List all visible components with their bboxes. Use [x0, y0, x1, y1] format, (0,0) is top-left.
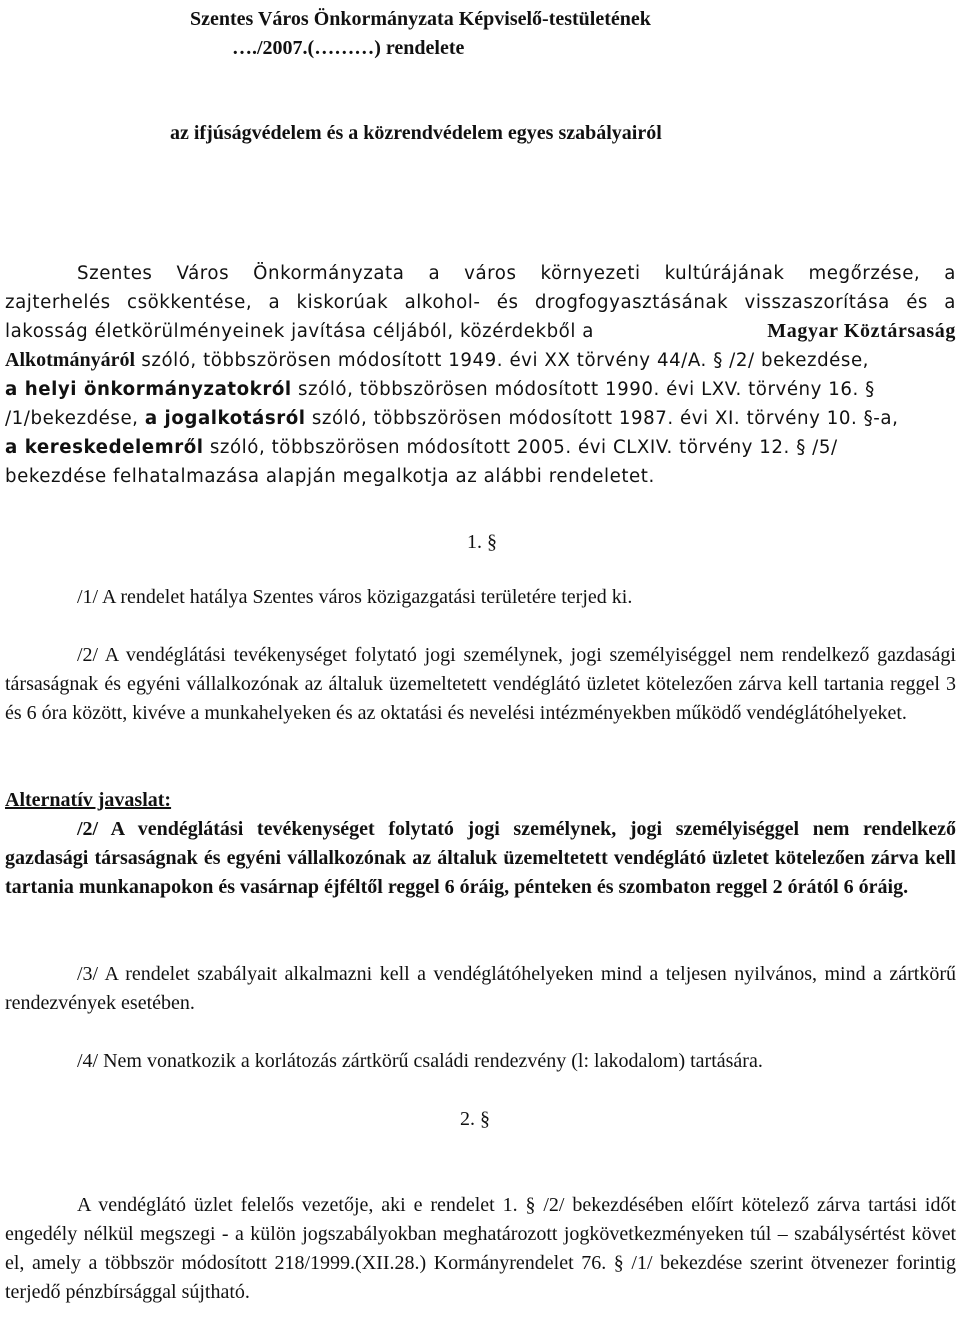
law-reference: a kereskedelemről [5, 437, 204, 458]
preamble-text: /1/bekezdése, [5, 408, 145, 429]
preamble-line [5, 433, 956, 462]
preamble-line: Szentes Város Önkormányzata a város környezeti kultúrájának megőrzése, a [77, 263, 956, 284]
section-heading-1: 1. § [467, 531, 497, 553]
section1-paragraph-1: /1/ A rendelet hatálya Szentes város közigazgatási területére terjed ki. [77, 586, 633, 608]
law-reference: Magyar Köztársaság [767, 320, 956, 342]
section-heading-2: 2. § [460, 1108, 490, 1130]
law-reference: Alkotmányáról [5, 349, 135, 371]
section1-paragraph-4: /4/ Nem vonatkozik a korlátozás zártkörű családi rendezvény (l: lakodalom) tartására. [77, 1050, 763, 1072]
document-title-line1: Szentes Város Önkormányzata Képviselő-testületének [190, 8, 651, 30]
law-reference: a helyi önkormányzatokról [5, 379, 292, 400]
section2-paragraph-1: A vendéglátó üzlet felelős vezetője, aki e rendelet 1. § /2/ bekezdésében előírt kötelező zárva tartási időt engedély nélkül megszegi - a külön jogszabályokban meghatározott jogkövetkezményeken túl – szabálysértést követ el, amely a többször módosított 218/1999.(XII.28.) Kormányrendelet 76. § /1/ bekezdése szerint ötvenezer forintig terjedő pénzbírsággal sújtható. [5, 1194, 956, 1303]
preamble-line: zajterhelés csökkentése, a kiskorúak alkohol- és drogfogyasztásának visszaszorítása és a [5, 292, 956, 313]
preamble-line [5, 317, 956, 346]
preamble-line: bekezdése felhatalmazása alapján megalkotja az alábbi rendeletet. [5, 466, 655, 487]
alternative-proposal-label: Alternatív javaslat: [5, 789, 172, 811]
preamble-line [5, 404, 956, 433]
preamble-text: szóló, többszörösen módosított 1949. évi XX törvény 44/A. § /2/ bekezdése, [135, 350, 870, 371]
section1-paragraph-3: /3/ A rendelet szabályait alkalmazni kell a vendéglátóhelyeken mind a teljesen nyilvános, mind a zártkörű rendezvények esetében. [5, 963, 956, 1014]
preamble-text: szóló, többszörösen módosított 1987. évi XI. törvény 10. §-a, [305, 408, 899, 429]
alternative-proposal-text: /2/ A vendéglátási tevékenységet folytató jogi személynek, jogi személyiséggel nem rendelkező gazdasági társaságnak és egyéni vállalkozónak az általuk üzemeltetett vendéglátó üzletet kötelezően zárva kell tartania munkanapokon és vasárnap éjféltől reggel 6 óráig, pénteken és szombaton reggel 2 órától 6 óráig. [5, 818, 956, 898]
preamble-text: szóló, többszörösen módosított 2005. évi CLXIV. törvény 12. § /5/ [203, 437, 838, 458]
preamble-line [5, 375, 956, 404]
law-reference: a jogalkotásról [144, 408, 306, 429]
document-subtitle: az ifjúságvédelem és a közrendvédelem egyes szabályairól [170, 122, 662, 144]
document-title-line2: …./2007.(………) rendelete [232, 37, 465, 59]
section1-paragraph-2: /2/ A vendéglátási tevékenységet folytató jogi személynek, jogi személyiséggel nem rendelkező gazdasági társaságnak és egyéni vállalkozónak az általuk üzemeltetett vendéglátó üzletet kötelezően zárva kell tartania reggel 3 és 6 óra között, kivéve a munkahelyeken és az oktatási és nevelési intézményekben működő vendéglátóhelyeket. [5, 644, 956, 724]
preamble-line [5, 346, 956, 375]
preamble-text: lakosság életkörülményeinek javítása céljából, közérdekből a [5, 321, 601, 342]
preamble-text: szóló, többszörösen módosított 1990. évi LXV. törvény 16. § [291, 379, 875, 400]
preamble-paragraph [5, 259, 956, 491]
